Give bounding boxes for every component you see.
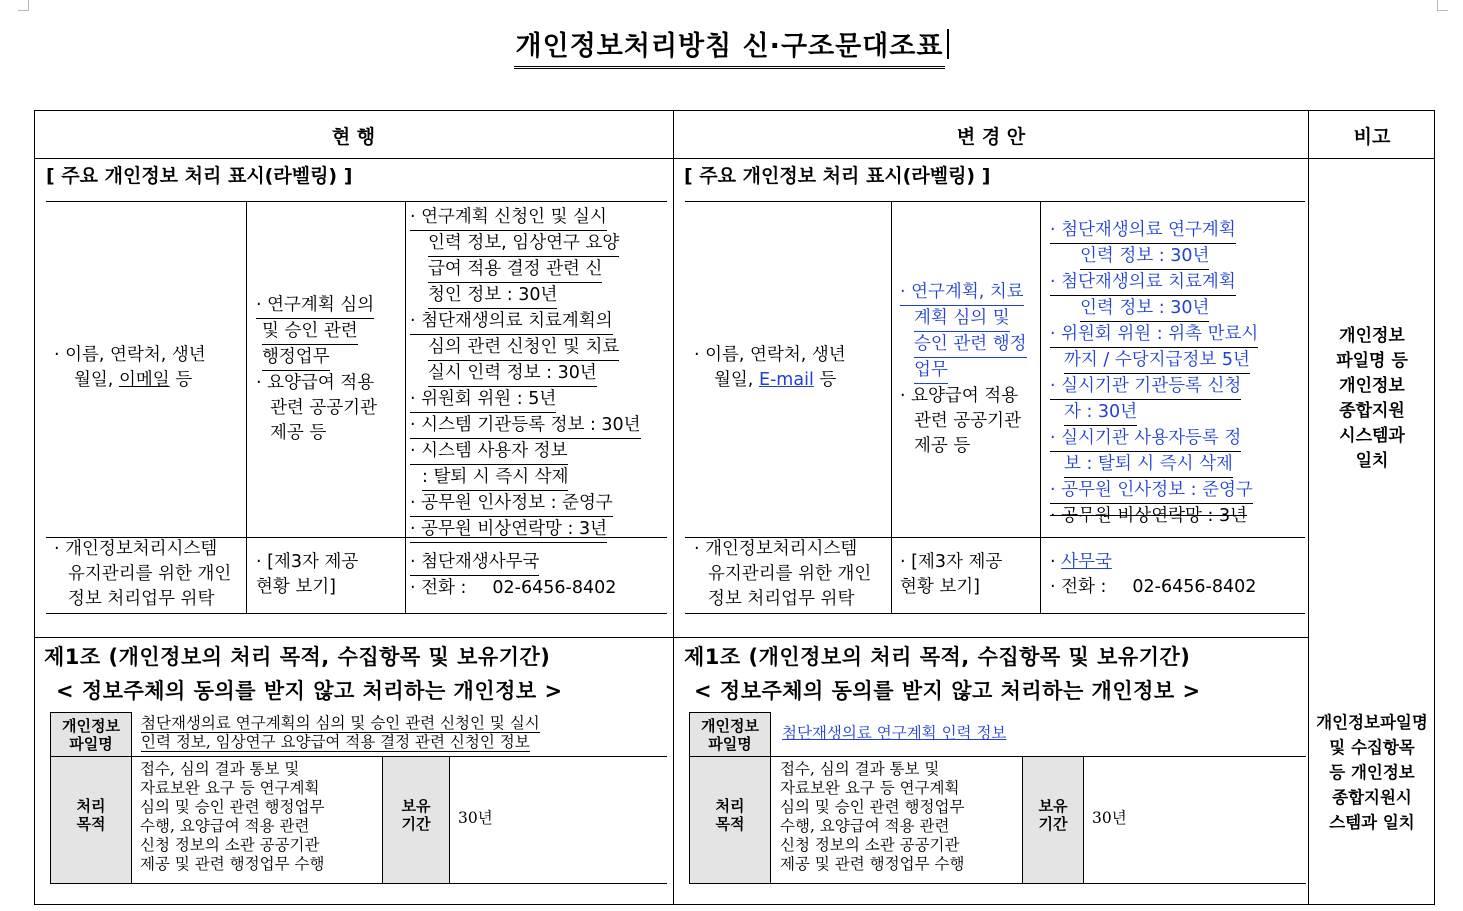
purpose-line: 신청 정보의 소관 공공기관: [140, 836, 320, 854]
current-items-email: 이메일: [118, 370, 170, 390]
current-retention-line: : 탈퇴 시 즉시 삭제: [422, 465, 568, 491]
current-retention-line: 심의 관련 신청인 및 치료: [428, 335, 619, 361]
note-line: 및 수집항목: [1329, 738, 1415, 757]
proposed-retention-line-struck: · 공무원 비상연락망 : 3년: [1050, 506, 1247, 526]
third-party-line: · [제3자 제공: [256, 552, 359, 572]
purpose-line: 접수, 심의 결과 통보 및: [140, 760, 300, 778]
proposed-retention-line: · 실시기관 기관등록 신청: [1050, 374, 1241, 400]
text-cursor: [947, 29, 949, 59]
proposed-items-line1: · 이름, 연락처, 생년: [694, 345, 846, 365]
purpose-line: 자료보완 요구 등 연구계획: [140, 779, 320, 797]
proposed-contact-org: 사무국: [1061, 552, 1112, 572]
labeling-section-label-proposed: [ 주요 개인정보 처리 표시(라벨링) ]: [684, 165, 991, 187]
note-line: 파일명 등: [1336, 351, 1408, 371]
section-divider: [34, 637, 1308, 638]
current-contact-phone-label: · 전화 :: [410, 578, 467, 598]
article-subheading-current: < 정보주체의 동의를 받지 않고 처리하는 개인정보 >: [56, 679, 563, 703]
proposed-retention-line: · 위원회 위원 : 위촉 만료시: [1050, 322, 1258, 348]
document-title-text: 개인정보처리방침 신·구조문대조표: [514, 31, 946, 69]
proposed-retention-line: 까지 / 수당지급정보 5년: [1064, 348, 1250, 374]
note-line: 스템과 일치: [1329, 813, 1415, 832]
header-current: 현 행: [331, 126, 376, 148]
proposed-purpose-line: 업무: [914, 358, 948, 384]
file-name-header-proposed: [689, 712, 771, 757]
purpose-value-proposed: [780, 760, 1020, 874]
labeling-col2-divider-proposed: [1040, 201, 1041, 613]
labeling-col2-divider-current: [405, 201, 406, 613]
note-line: 개인정보: [1339, 376, 1405, 396]
current-purpose-line: 행정업무: [262, 345, 330, 371]
current-retention-line: 실시 인력 정보 : 30년: [428, 361, 597, 387]
header-note: 비고: [1353, 126, 1391, 148]
retention-value-proposed: 30년: [1092, 809, 1127, 827]
labeling-top-line-current: [46, 201, 667, 202]
header-line: 개인정보: [701, 717, 759, 735]
retention-value-current: 30년: [458, 809, 493, 827]
proposed-items-post: 등: [813, 370, 837, 390]
labeling-bottom-line-proposed: [685, 613, 1305, 614]
header-line: 보유: [1038, 797, 1068, 815]
purpose-line: 제공 및 관련 행정업무 수행: [780, 855, 965, 873]
proposed-retention-line: 보 : 탈퇴 시 즉시 삭제: [1064, 452, 1233, 478]
current-retention-line: · 시스템 사용자 정보: [410, 439, 568, 465]
inner-bottom-current: [50, 883, 667, 884]
header-line: 목적: [76, 815, 106, 833]
third-party-line: 현황 보기]: [900, 577, 981, 597]
proposed-third-party-link[interactable]: [900, 550, 1040, 600]
note-line: 시스템과: [1339, 426, 1405, 446]
proposed-outsourcing-line: · 개인정보처리시스템: [694, 539, 858, 559]
inner-bottom-proposed: [689, 883, 1306, 884]
labeling-col1-divider-current: [246, 201, 247, 613]
current-items-line1: · 이름, 연락처, 생년: [54, 345, 206, 365]
note-line: 종합지원시: [1332, 788, 1412, 807]
proposed-outsourcing-line: 정보 처리업무 위탁: [708, 589, 855, 609]
proposed-items-email: E-mail: [758, 370, 814, 390]
purpose-line: 자료보완 요구 등 연구계획: [780, 779, 960, 797]
header-line: 목적: [715, 815, 745, 833]
page-corner-mark-right: [1437, 0, 1448, 11]
current-items-pre: 월일,: [74, 370, 119, 390]
purpose-line: 접수, 심의 결과 통보 및: [780, 760, 940, 778]
purpose-line: 수행, 요양급여 적용 관련: [140, 817, 310, 835]
file-name-line: 첨단재생의료 연구계획 인력 정보: [782, 724, 1007, 742]
third-party-line: · [제3자 제공: [900, 552, 1003, 572]
note-line: 등 개인정보: [1329, 763, 1415, 782]
current-contact-phone: 02-6456-8402: [492, 578, 617, 598]
proposed-retention-line: 인력 정보 : 30년: [1080, 296, 1209, 322]
current-retention-list: [410, 205, 665, 543]
proposed-contact-phone-label: · 전화 :: [1050, 577, 1107, 597]
file-name-header-current: [50, 712, 132, 757]
proposed-retention-list: [1050, 218, 1306, 529]
inner-divider-current: [50, 756, 667, 757]
note-labeling: [1309, 324, 1435, 474]
current-purpose-line: 및 승인 관련: [262, 319, 358, 345]
current-outsourcing-line: 정보 처리업무 위탁: [68, 589, 215, 609]
current-retention-line: · 공무원 인사정보 : 준영구: [410, 491, 613, 517]
page-corner-mark-left: [18, 0, 29, 11]
purpose-line: 심의 및 승인 관련 행정업무: [140, 798, 325, 816]
labeling-section-label-current: [ 주요 개인정보 처리 표시(라벨링) ]: [46, 165, 353, 187]
current-contact: [410, 550, 665, 601]
header-line: 기간: [1038, 815, 1068, 833]
article-subheading-proposed: < 정보주체의 동의를 받지 않고 처리하는 개인정보 >: [694, 679, 1201, 703]
purpose-header-current: [50, 756, 132, 884]
purpose-line: 신청 정보의 소관 공공기관: [780, 836, 960, 854]
proposed-purpose-line: 관련 공공기관: [914, 411, 1021, 431]
article-heading-current: 제1조 (개인정보의 처리 목적, 수집항목 및 보유기간): [44, 645, 551, 669]
note-line: 개인정보파일명: [1316, 713, 1428, 732]
proposed-items-pre: 월일,: [714, 370, 759, 390]
current-retention-line: 청인 정보 : 30년: [428, 283, 557, 309]
current-purpose-line: 제공 등: [270, 423, 327, 443]
file-name-line: 인력 정보, 임상연구 요양급여 적용 결정 관련 신청인 정보: [141, 733, 530, 751]
article-heading-proposed: 제1조 (개인정보의 처리 목적, 수집항목 및 보유기간): [684, 645, 1191, 669]
current-personal-items: [54, 343, 244, 393]
current-purpose-list: [256, 293, 404, 446]
current-retention-line: 인력 정보, 임상연구 요양: [428, 231, 619, 257]
proposed-retention-line: 인력 정보 : 30년: [1080, 244, 1209, 270]
purpose-value-current: [140, 760, 380, 874]
proposed-purpose-line: 계획 심의 및: [914, 306, 1010, 332]
file-name-value-proposed: [782, 724, 1302, 743]
purpose-header-proposed: [689, 756, 771, 884]
current-retention-line: · 첨단재생의료 치료계획의: [410, 309, 613, 335]
current-purpose-line: 관련 공공기관: [270, 398, 377, 418]
current-items-post: 등: [169, 370, 193, 390]
current-purpose-line: · 요양급여 적용: [256, 373, 375, 393]
labeling-top-line-proposed: [685, 201, 1305, 202]
header-proposed: 변 경 안: [956, 126, 1026, 148]
purpose-line: 심의 및 승인 관련 행정업무: [780, 798, 965, 816]
current-retention-line: · 시스템 기관등록 정보 : 30년: [410, 413, 641, 439]
proposed-items-line2: [694, 368, 890, 393]
third-party-line: 현황 보기]: [256, 577, 337, 597]
note-line: 일치: [1355, 451, 1389, 471]
purpose-line: 제공 및 관련 행정업무 수행: [140, 855, 325, 873]
current-outsourcing-line: · 개인정보처리시스템: [54, 539, 218, 559]
current-contact-org: · 첨단재생사무국: [410, 550, 539, 576]
current-retention-line: 급여 적용 결정 관련 신: [428, 257, 602, 283]
retention-header-proposed: [1022, 756, 1084, 884]
header-line: 보유: [401, 797, 431, 815]
note-line: 개인정보: [1339, 326, 1405, 346]
header-divider: [34, 158, 1435, 159]
proposed-retention-line: · 첨단재생의료 치료계획: [1050, 270, 1236, 296]
inner-divider-proposed: [689, 756, 1306, 757]
header-line: 처리: [76, 797, 106, 815]
proposed-contact-bullet: ·: [1050, 552, 1062, 572]
purpose-line: 수행, 요양급여 적용 관련: [780, 817, 950, 835]
proposed-outsourcing: [694, 537, 890, 612]
labeling-col1-divider-proposed: [891, 201, 892, 613]
proposed-retention-line: · 첨단재생의료 연구계획: [1050, 218, 1236, 244]
header-line: 처리: [715, 797, 745, 815]
current-outsourcing-line: 유지관리를 위한 개인: [68, 564, 232, 584]
proposed-retention-line: · 실시기관 사용자등록 정: [1050, 426, 1241, 452]
proposed-purpose-line: · 요양급여 적용: [900, 386, 1019, 406]
file-name-value-current: [141, 714, 667, 752]
proposed-personal-items: [694, 343, 890, 393]
note-line: 종합지원: [1339, 401, 1405, 421]
header-line: 개인정보: [62, 717, 120, 735]
current-retention-line: · 공무원 비상연락망 : 3년: [410, 517, 607, 543]
proposed-purpose-line: · 연구계획, 치료: [900, 280, 1024, 306]
current-items-line2: [54, 368, 244, 393]
proposed-outsourcing-line: 유지관리를 위한 개인: [708, 564, 872, 584]
labeling-bottom-line-current: [46, 613, 667, 614]
proposed-purpose-line: 승인 관련 행정: [914, 332, 1027, 358]
document-title: [0, 24, 1463, 63]
divider-current-proposed: [673, 110, 674, 905]
current-retention-line: · 위원회 위원 : 5년: [410, 387, 556, 413]
current-purpose-line: · 연구계획 심의: [256, 293, 374, 319]
current-third-party-link[interactable]: [256, 550, 404, 600]
current-retention-line: · 연구계획 신청인 및 실시: [410, 205, 607, 231]
proposed-contact: [1050, 550, 1306, 600]
header-line: 파일명: [69, 735, 113, 753]
proposed-purpose-line: 제공 등: [914, 436, 971, 456]
retention-header-current: [382, 756, 450, 884]
header-line: 기간: [401, 815, 431, 833]
proposed-retention-line: · 공무원 인사정보 : 준영구: [1050, 478, 1253, 504]
proposed-contact-phone: 02-6456-8402: [1132, 577, 1257, 597]
file-name-line: 첨단재생의료 연구계획의 심의 및 승인 관련 신청인 및 실시: [141, 714, 540, 732]
proposed-retention-line: 자 : 30년: [1064, 400, 1137, 426]
divider-proposed-note: [1308, 110, 1309, 905]
header-line: 파일명: [708, 735, 752, 753]
note-article: [1310, 710, 1434, 835]
current-outsourcing: [54, 537, 244, 612]
proposed-purpose-list: [900, 280, 1040, 459]
